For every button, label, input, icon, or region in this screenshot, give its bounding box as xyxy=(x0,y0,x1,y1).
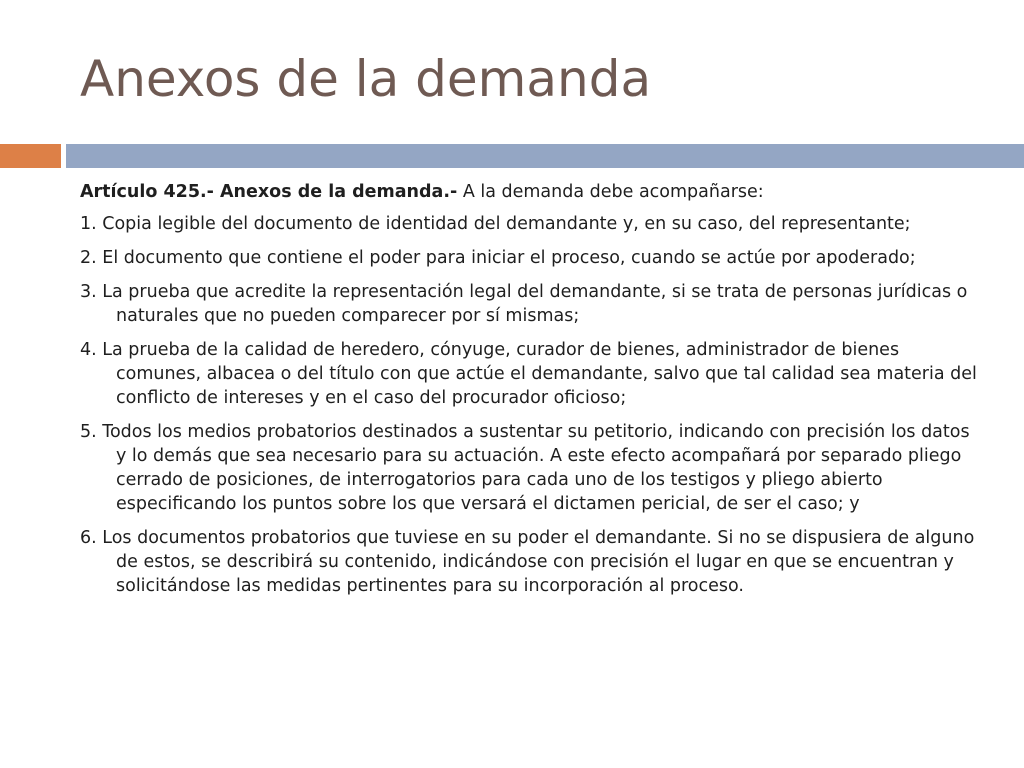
list-item-5: 5. Todos los medios probatorios destinados a sustentar su petitorio, indicando con precisión los datos y lo demás que sea necesario para su actuación. A este efecto acompañará por separado pliego cerrado de posiciones, de interrogatorios para cada uno de los testigos y pliego abierto especificando los puntos sobre los que versará el dictamen pericial, de ser el caso; y xyxy=(80,422,970,514)
slide-title: Anexos de la demanda xyxy=(80,50,652,108)
article-heading: Artículo 425.- Anexos de la demanda.- xyxy=(80,182,458,202)
article-intro-text: A la demanda debe acompañarse: xyxy=(457,182,764,202)
list-item-4: 4. La prueba de la calidad de heredero, cónyuge, curador de bienes, administrador de bienes comunes, albacea o del título con que actúe el demandante, salvo que tal calidad sea materia del conflicto de intereses y en el caso del procurador oficioso; xyxy=(80,340,977,408)
list-item-1: 1. Copia legible del documento de identidad del demandante y, en su caso, del representante; xyxy=(80,214,911,234)
list-item-3: 3. La prueba que acredite la representación legal del demandante, si se trata de personas jurídicas o naturales que no pueden comparecer por sí mismas; xyxy=(80,282,968,326)
accent-bar-orange xyxy=(0,144,61,168)
article-intro xyxy=(80,180,985,204)
slide-content xyxy=(80,180,985,608)
accent-bar-blue xyxy=(66,144,1024,168)
list-item-6: 6. Los documentos probatorios que tuviese en su poder el demandante. Si no se dispusiera de alguno de estos, se describirá su contenido, indicándose con precisión el lugar en que se encuentran y solicitándose las medidas pertinentes para su incorporación al proceso. xyxy=(80,528,975,596)
list-item-2: 2. El documento que contiene el poder para iniciar el proceso, cuando se actúe por apoderado; xyxy=(80,248,916,268)
